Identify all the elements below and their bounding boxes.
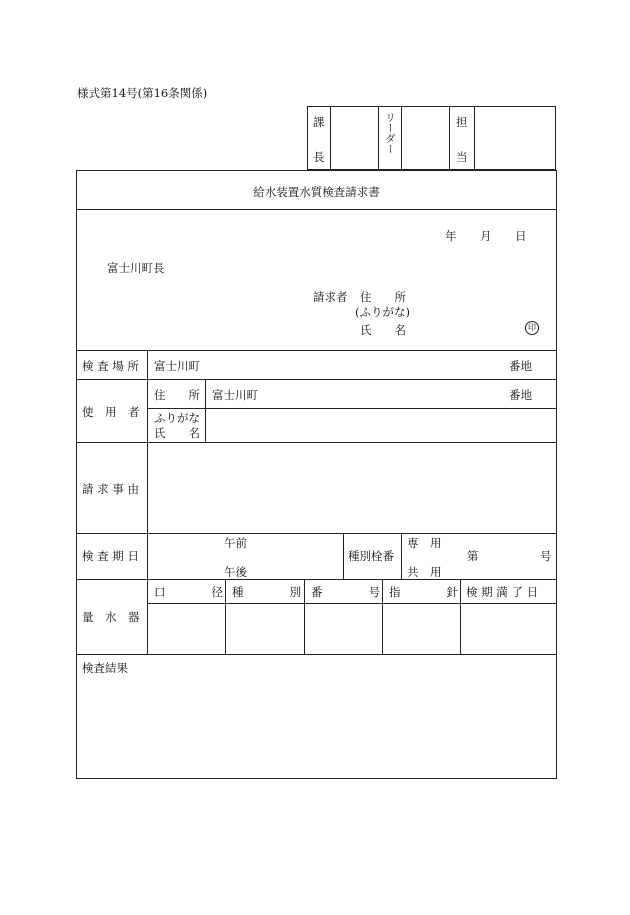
meter-header-reading: 指 針	[389, 585, 458, 599]
approval-tanto-bottom: 当	[456, 150, 468, 164]
meter-header-number: 番 号	[311, 585, 380, 599]
meter-header-expiry: 検 期 満 了 日	[466, 585, 539, 599]
am-label: 午前	[224, 536, 247, 550]
seal-mark: 印	[525, 321, 539, 335]
inspection-place-suffix: 番地	[509, 359, 532, 373]
date-day: 日	[515, 229, 527, 243]
user-town: 富士川町	[212, 388, 258, 402]
result-label: 検査結果	[82, 661, 128, 675]
approval-box	[307, 106, 556, 170]
inspection-place-town: 富士川町	[154, 359, 200, 373]
user-name-label: 氏 名	[154, 426, 200, 440]
approval-kacho-top: 課	[313, 115, 325, 129]
shared-label: 共 用	[407, 565, 442, 579]
inspection-date-label: 検 査 期 日	[82, 549, 139, 563]
addressee: 富士川町長	[107, 261, 165, 275]
pm-label: 午後	[224, 565, 247, 579]
inspection-place-label: 検 査 場 所	[82, 359, 139, 373]
form-title: 給水装置水質検査請求書	[253, 185, 380, 199]
requester-label: 請求者	[313, 290, 348, 304]
approval-leader: リーダー	[384, 112, 396, 154]
go-label: 号	[540, 549, 552, 563]
requester-name-label: 氏 名	[360, 323, 406, 337]
user-address-label: 住 所	[154, 388, 200, 402]
user-suffix: 番地	[509, 388, 532, 402]
exclusive-label: 専 用	[407, 536, 442, 550]
form-number: 様式第14号(第16条関係)	[77, 86, 208, 100]
approval-tanto-top: 担	[456, 115, 468, 129]
reason-label: 請 求 事 由	[82, 482, 139, 496]
user-label: 使 用 者	[82, 405, 140, 419]
user-furigana-label: ふりがな	[154, 411, 200, 425]
dai-label: 第	[467, 549, 479, 563]
date-month: 月	[480, 229, 492, 243]
meter-header-diameter: 口 径	[154, 585, 223, 599]
date-year: 年	[445, 229, 457, 243]
meter-label: 量 水 器	[82, 610, 140, 624]
hydrant-label: 種別栓番	[348, 549, 394, 563]
requester-furigana-label: (ふりがな)	[355, 305, 410, 319]
requester-address-label: 住 所	[360, 290, 406, 304]
approval-kacho-bottom: 長	[313, 150, 325, 164]
meter-header-type: 種 別	[232, 585, 301, 599]
